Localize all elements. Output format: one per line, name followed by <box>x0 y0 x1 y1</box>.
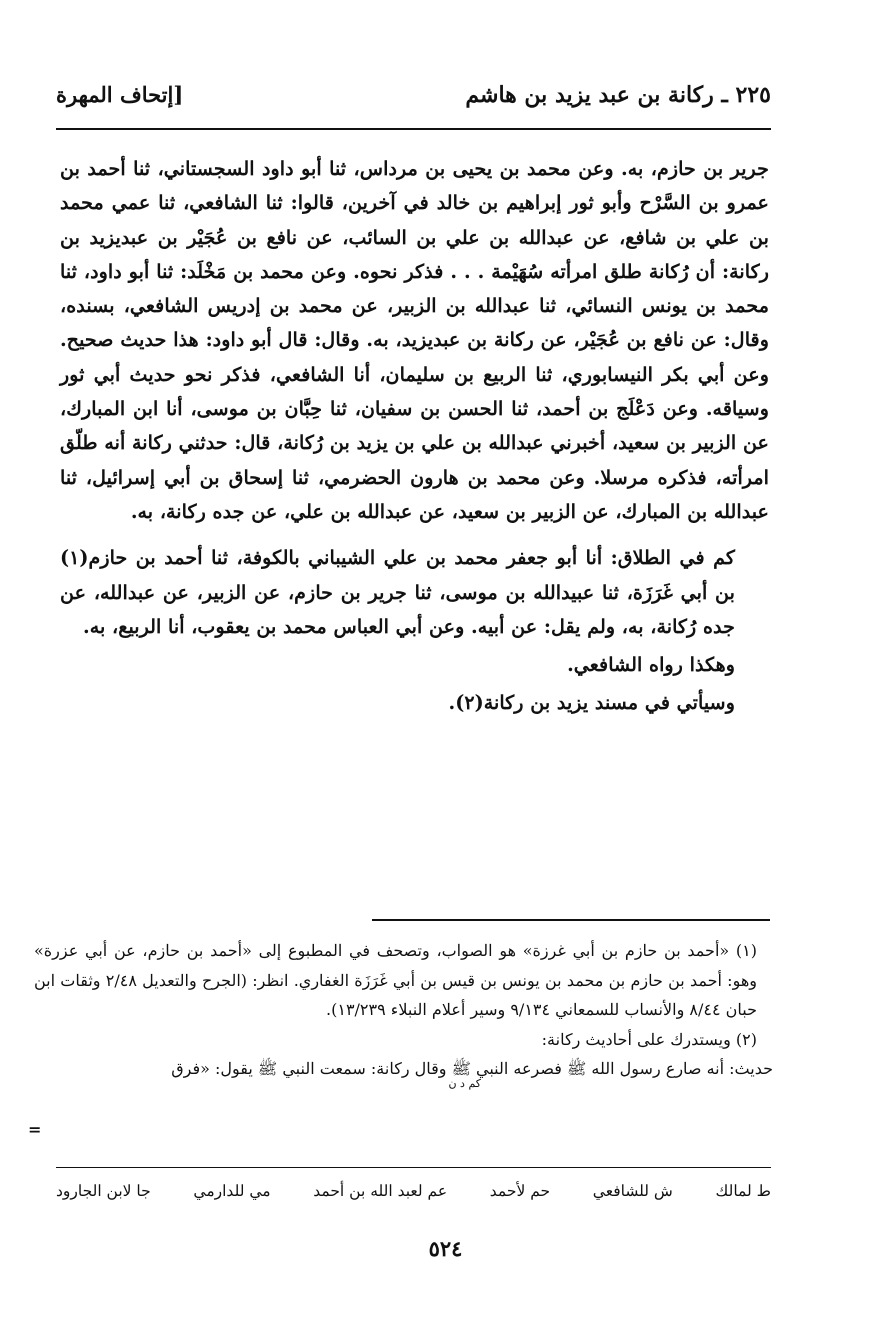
abbreviation: مي للدارمي <box>193 1182 271 1200</box>
main-text <box>60 152 769 721</box>
abbreviation: عم لعبد الله بن أحمد <box>313 1182 448 1200</box>
abbreviation: ط لمالك <box>715 1182 771 1200</box>
page-number: ٥٢٤ <box>428 1236 463 1261</box>
running-header <box>56 82 771 122</box>
book-title: [إتحاف المهرة <box>56 82 184 107</box>
continuation-mark: = <box>28 1120 42 1139</box>
footnote-2-hadith: حديث: أنه صارع رسول الله ﷺ فصرعه النبي ﷺ وقال ركانة: سمعت النبي ﷺ يقول: «فرق <box>171 1059 773 1078</box>
abbreviations-rule <box>56 1167 771 1168</box>
footnote-2-source-codes: كم د ن <box>448 1076 481 1090</box>
paragraph: وهكذا رواه الشافعي. <box>567 653 735 677</box>
abbreviation: جا لابن الجارود <box>56 1182 151 1200</box>
footnote-1: (١) «أحمد بن حازم بن أبي غرزة» هو الصواب، وتصحف في المطبوع إلى «أحمد بن حازم، عن أبي عزرة» وهو: أحمد بن حازم بن محمد بن يونس بن قيس بن أبي غَرَزَة الغفاري. انظر: (الجرح والتعديل ٢/٤٨ وثقات ابن حبان ٨/٤٤ والأنساب للسمعاني ٩/١٣٤ وسير أعلام النبلاء ١٣/٢٣٩). <box>34 941 758 1019</box>
footnote-2-text <box>34 1054 773 1089</box>
abbreviation: ش للشافعي <box>592 1182 673 1200</box>
abbreviations-key <box>56 1182 771 1214</box>
abbreviation: حم لأحمد <box>489 1182 551 1200</box>
footnotes <box>34 936 773 1089</box>
footnote-rule <box>372 919 770 921</box>
chapter-title: ٢٢٥ ـ ركانة بن عبد يزيد بن هاشم <box>465 82 771 108</box>
paragraph: كم في الطلاق: أنا أبو جعفر محمد بن علي الشيباني بالكوفة، ثنا أحمد بن حازم(١) بن أبي غَرَزَة، ثنا عبيدالله بن موسى، ثنا جرير بن حازم، عن الزبير، عن عبدالله، عن جده رُكانة، به، ولم يقل: عن أبيه. وعن أبي العباس محمد بن يعقوب، أنا الربيع، به. <box>60 546 735 638</box>
header-rule <box>56 128 771 130</box>
footnote-2: (٢) ويستدرك على أحاديث ركانة: <box>541 1029 757 1049</box>
paragraph: وسيأتي في مسند يزيد بن ركانة(٢). <box>448 691 735 715</box>
paragraph: جرير بن حازم، به. وعن محمد بن يحيى بن مرداس، ثنا أبو داود السجستاني، ثنا أحمد بن عمرو بن السَّرْح وأبو ثور إبراهيم بن خالد في آخرين، قالوا: ثنا الشافعي، ثنا عمي محمد بن علي بن شافع، عن عبدالله بن علي بن السائب، عن نافع بن عُجَيْر بن عبديزيد بن ركانة: أن رُكانة طلق امرأته سُهَيْمة . . . فذكر نحوه. وعن محمد بن مَخْلَد: ثنا أبو داود، ثنا محمد بن يونس النسائي، ثنا عبدالله بن الزبير، عن محمد بن إدريس الشافعي، بسنده، وقال: عن نافع بن عُجَيْر، عن ركانة بن عبديزيد، به. وقال: قال أبو داود: هذا حديث صحيح. وعن أبي بكر النيسابوري، ثنا الربيع بن سليمان، أنا الشافعي، فذكر نحو حديث أبي ثور وسياقه. وعن دَعْلَج بن أحمد، ثنا الحسن بن سفيان، ثنا حِبَّان بن موسى، أنا ابن المبارك، عن الزبير بن سعيد، أخبرني عبدالله بن علي بن يزيد بن رُكانة، قال: حدثني ركانة أنه طلّق امرأته، فذكره مرسلا. وعن محمد بن هارون الحضرمي، ثنا إسحاق بن أبي إسرائيل، ثنا عبدالله بن المبارك، عن الزبير بن سعيد، عن عبدالله بن علي، عن جده ركانة، به. <box>60 157 769 523</box>
